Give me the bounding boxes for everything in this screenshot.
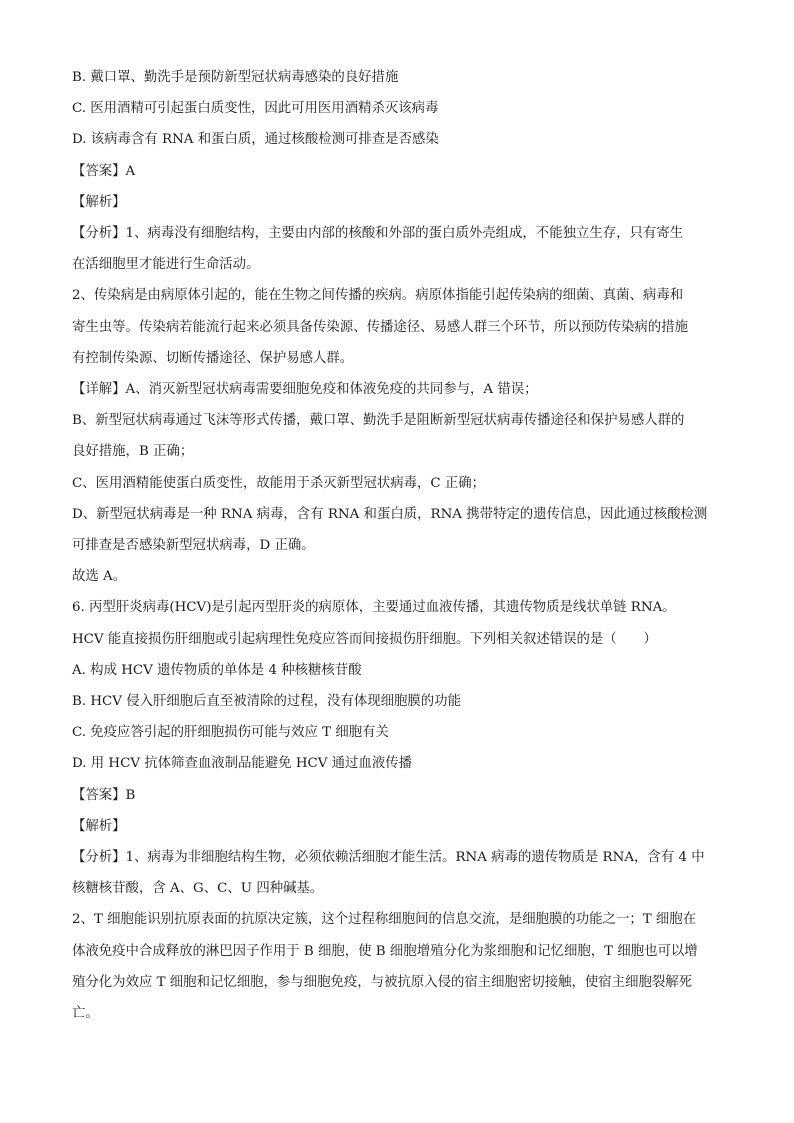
explanation-label: 【解析】 bbox=[72, 194, 126, 210]
option-d-line: D. 该病毒含有 RNA 和蛋白质，通过核酸检测可排查是否感染 bbox=[72, 132, 439, 148]
answer-label: 【答案】B bbox=[72, 787, 136, 803]
option-c-line: C. 医用酒精可引起蛋白质变性，因此可用医用酒精杀灭该病毒 bbox=[72, 101, 439, 117]
analysis-line: 【分析】1、病毒没有细胞结构，主要由内部的核酸和外部的蛋白质外壳组成，不能独立生存，只有寄生 bbox=[72, 226, 684, 242]
option-c-line: C. 免疫应答引起的肝细胞损伤可能与效应 T 细胞有关 bbox=[72, 725, 389, 741]
analysis-line: 2、传染病是由病原体引起的，能在生物之间传播的疾病。病原体指能引起传染病的细菌、真菌、病毒和 bbox=[72, 288, 684, 304]
analysis-line: 体液免疫中合成释放的淋巴因子作用于 B 细胞，使 B 细胞增殖分化为浆细胞和记忆细胞，T 细胞也可以增 bbox=[72, 943, 698, 959]
option-b-line: B. HCV 侵入肝细胞后直至被清除的过程，没有体现细胞膜的功能 bbox=[72, 694, 461, 710]
choice-line: 故选 A。 bbox=[72, 569, 127, 585]
analysis-line: 2、T 细胞能识别抗原表面的抗原决定簇，这个过程称细胞间的信息交流，是细胞膜的功能之一；T 细胞在 bbox=[72, 912, 697, 928]
analysis-line: 有控制传染源、切断传播途径、保护易感人群。 bbox=[72, 350, 354, 366]
analysis-line: 在活细胞里才能进行生命活动。 bbox=[72, 257, 260, 273]
question-6-stem: HCV 能直接损伤肝细胞或引起病理性免疫应答而间接损伤肝细胞。下列相关叙述错误的是（ ） bbox=[72, 631, 657, 647]
option-a-line: A. 构成 HCV 遗传物质的单体是 4 种核糖核苷酸 bbox=[72, 662, 362, 678]
detail-line: 【详解】A、消灭新型冠状病毒需要细胞免疫和体液免疫的共同参与，A 错误； bbox=[72, 382, 538, 398]
option-b-line: B. 戴口罩、勤洗手是预防新型冠状病毒感染的良好措施 bbox=[72, 70, 399, 85]
analysis-line: 寄生虫等。传染病若能流行起来必须具备传染源、传播途径、易感人群三个环节，所以预防传染病的措施 bbox=[72, 319, 688, 335]
analysis-line: 【分析】1、病毒为非细胞结构生物，必须依赖活细胞才能生活。RNA 病毒的遗传物质是 RNA，含有 4 中 bbox=[72, 850, 705, 866]
explanation-label: 【解析】 bbox=[72, 818, 126, 834]
detail-line: 良好措施，B 正确； bbox=[72, 444, 194, 460]
option-d-line: D. 用 HCV 抗体筛查血液制品能避免 HCV 通过血液传播 bbox=[72, 756, 413, 772]
document-body bbox=[72, 62, 724, 1029]
detail-line: 可排查是否感染新型冠状病毒，D 正确。 bbox=[72, 538, 315, 554]
detail-line: B、新型冠状病毒通过飞沫等形式传播，戴口罩、勤洗手是阻断新型冠状病毒传播途径和保护易感人群的 bbox=[72, 413, 685, 429]
analysis-line: 亡。 bbox=[72, 1006, 99, 1022]
analysis-line: 核糖核苷酸，含 A、G、C、U 四种碱基。 bbox=[72, 881, 324, 897]
analysis-line: 殖分化为效应 T 细胞和记忆细胞，参与细胞免疫，与被抗原入侵的宿主细胞密切接触，使宿主细胞裂解死 bbox=[72, 974, 693, 990]
detail-line: C、医用酒精能使蛋白质变性，故能用于杀灭新型冠状病毒，C 正确； bbox=[72, 475, 486, 491]
detail-line: D、新型冠状病毒是一种 RNA 病毒，含有 RNA 和蛋白质，RNA 携带特定的遗传信息，因此通过核酸检测 bbox=[72, 506, 708, 522]
question-6-stem: 6. 丙型肝炎病毒(HCV)是引起丙型肝炎的病原体，主要通过血液传播，其遗传物质是线状单链 RNA。 bbox=[72, 600, 676, 616]
answer-label: 【答案】A bbox=[72, 163, 136, 179]
